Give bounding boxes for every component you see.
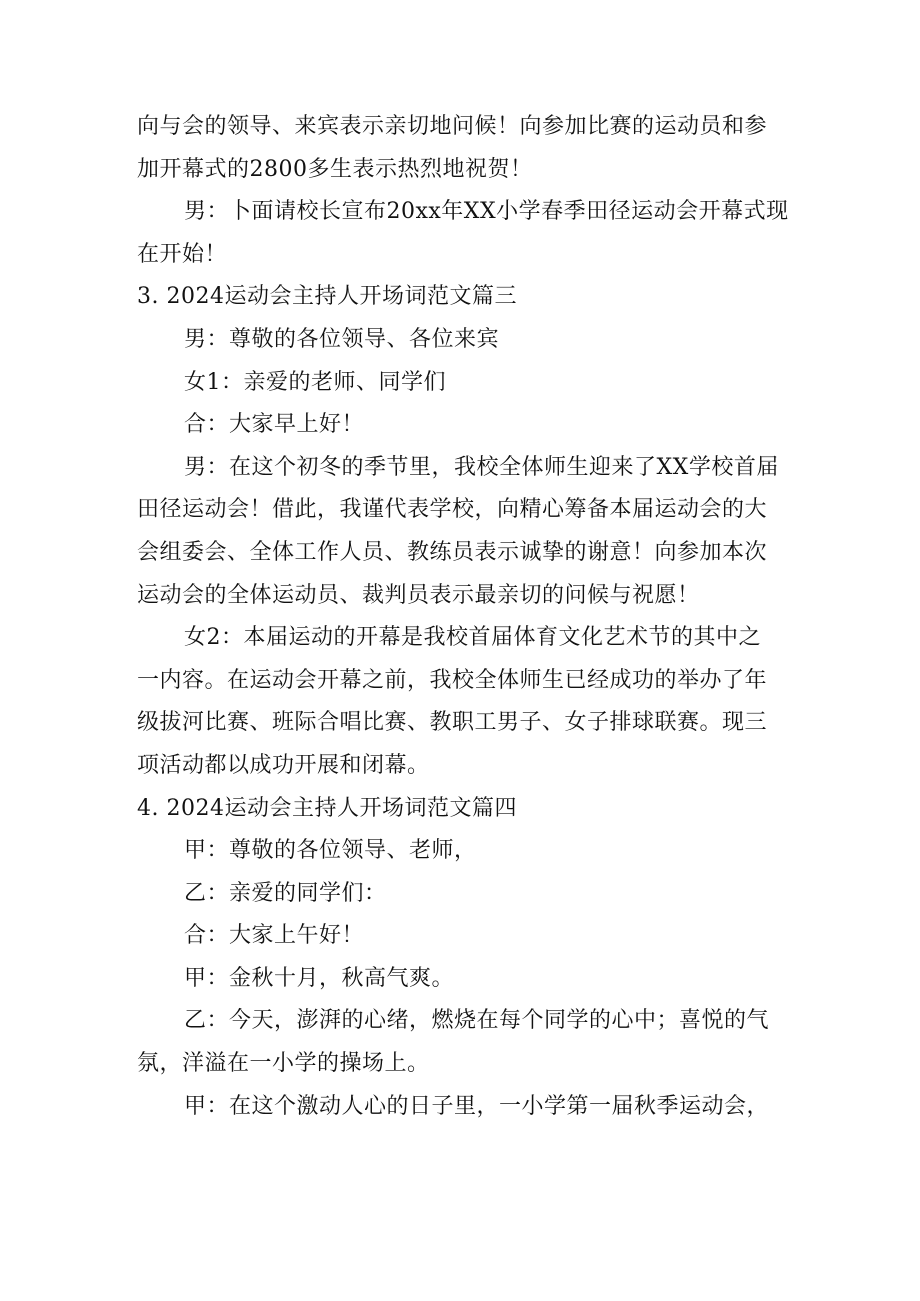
text-line-7: 女1：亲爱的老师、同学们 [184, 369, 446, 395]
text-line-2: 加开幕式的2800多生表示热烈地祝贺！ [137, 156, 533, 182]
text-line-9: 男：在这个初冬的季节里，我校全体师生迎来了XX学校首届 [184, 454, 779, 480]
text-line-16: 项活动都以成功开展和闭幕。 [137, 752, 430, 778]
text-line-8: 合：大家早上好！ [184, 412, 365, 438]
text-line-21: 甲：金秋十月，秋高气爽。 [184, 965, 455, 991]
text-line-22: 乙：今天，澎湃的心绪，燃烧在每个同学的心中；喜悦的气 [184, 1008, 770, 1034]
section-heading-3: 3. 2024运动会主持人开场词范文篇三 [137, 284, 517, 310]
text-line-10: 田径运动会！借此，我谨代表学校，向精心筹备本届运动会的大 [137, 497, 768, 523]
text-line-15: 级拔河比赛、班际合唱比赛、教职工男子、女子排球联赛。现三 [137, 710, 768, 736]
text-line-6: 男：尊敬的各位领导、各位来宾 [184, 326, 500, 352]
section-heading-4: 4. 2024运动会主持人开场词范文篇四 [137, 795, 517, 821]
text-line-1: 向与会的领导、来宾表示亲切地问候！向参加比赛的运动员和参 [137, 114, 768, 139]
text-line-12: 运动会的全体运动员、裁判员表示最亲切的问候与祝愿！ [137, 582, 700, 608]
text-line-20: 合：大家上午好！ [184, 923, 365, 949]
text-line-23: 氛，洋溢在一小学的操场上。 [137, 1051, 430, 1077]
document-body [137, 106, 787, 1128]
text-line-4: 在开始！ [137, 241, 228, 267]
text-line-3: 男：卜面请校长宣布20xx年XX小学春季田径运动会开幕式现 [184, 199, 789, 225]
text-line-24: 甲：在这个激动人心的日子里，一小学第一届秋季运动会， [184, 1093, 770, 1119]
text-line-14: 一内容。在运动会开幕之前，我校全体师生已经成功的举办了年 [137, 667, 768, 693]
text-line-18: 甲：尊敬的各位领导、老师， [184, 838, 477, 864]
text-line-11: 会组委会、全体工作人员、教练员表示诚挚的谢意！向参加本次 [137, 539, 768, 565]
text-line-19: 乙：亲爱的同学们： [184, 880, 387, 906]
text-line-13: 女2：本届运动的开幕是我校首届体育文化艺术节的其中之 [184, 625, 761, 651]
